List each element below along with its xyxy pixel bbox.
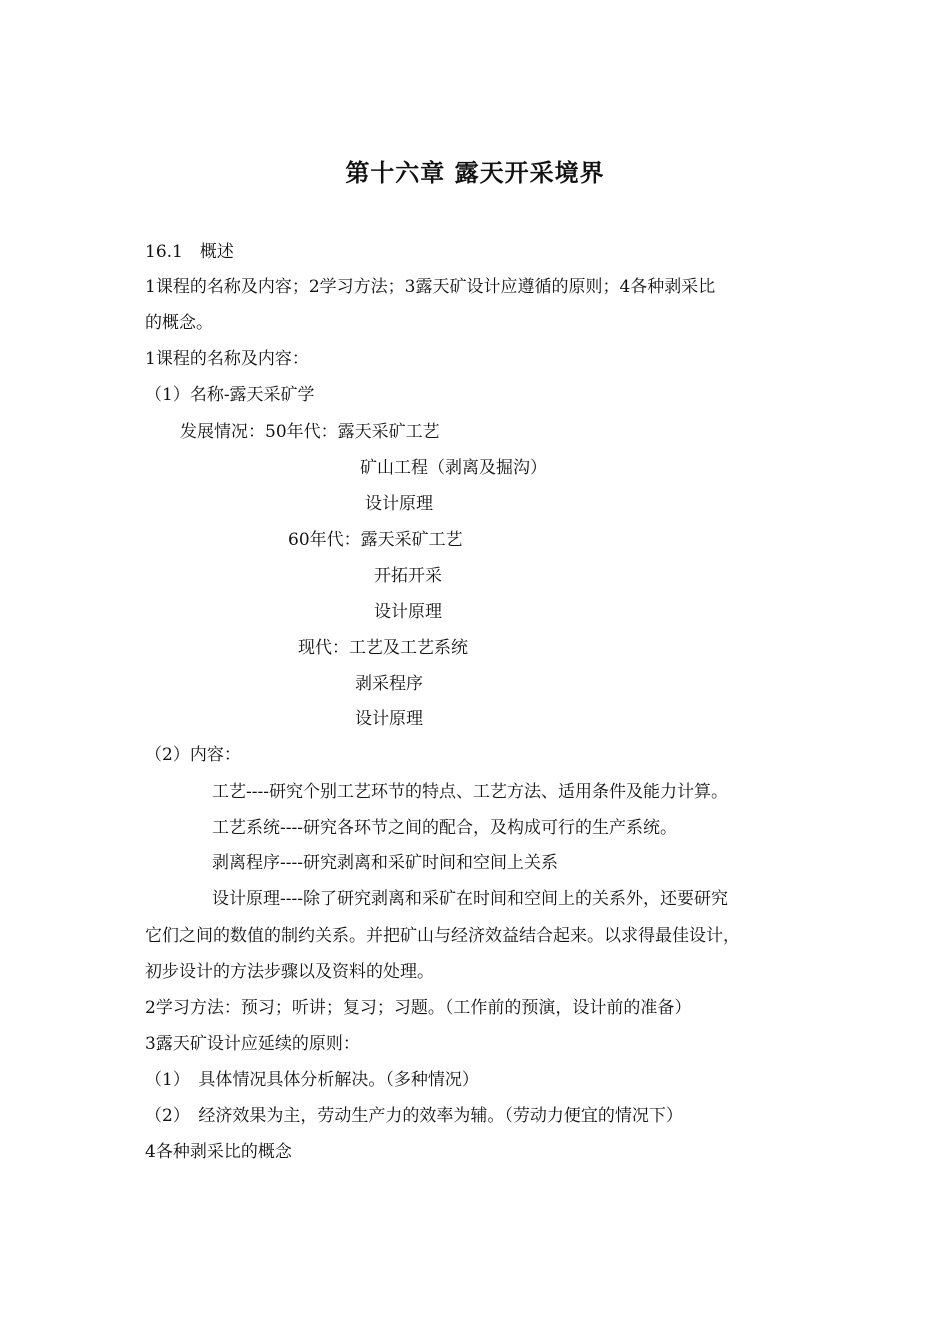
development-line: 发展情况：50年代：露天采矿工艺 — [180, 422, 440, 442]
development-line: 设计原理 — [374, 602, 442, 622]
content-line: 设计原理----除了研究剥离和采矿在时间和空间上的关系外，还要研究 — [212, 889, 728, 909]
list-item: （1） 具体情况具体分析解决。（多种情况） — [145, 1070, 479, 1090]
content-line-continued: 它们之间的数值的制约关系。并把矿山与经济效益结合起来。以求得最佳设计， — [145, 926, 740, 946]
subsection-heading: 3露天矿设计应延续的原则： — [145, 1034, 360, 1054]
development-line: 设计原理 — [365, 494, 433, 514]
section-heading: 16.1 概述 — [145, 242, 234, 262]
subsection-heading: 4各种剥采比的概念 — [145, 1142, 292, 1162]
development-line: 剥采程序 — [355, 674, 423, 694]
chapter-title: 第十六章 露天开采境界 — [345, 159, 605, 187]
development-line: 60年代：露天采矿工艺 — [288, 530, 463, 550]
development-line: 开拓开采 — [374, 566, 442, 586]
development-line: 现代：工艺及工艺系统 — [298, 638, 468, 658]
subsection-heading: 1课程的名称及内容： — [145, 349, 309, 369]
subsection-heading: 2学习方法：预习；听讲；复习；习题。（工作前的预演，设计前的准备） — [145, 998, 692, 1018]
content-line: 工艺----研究个别工艺环节的特点、工艺方法、适用条件及能力计算。 — [212, 782, 728, 802]
list-item: （2） 经济效果为主，劳动生产力的效率为辅。（劳动力便宜的情况下） — [145, 1106, 683, 1126]
overview-line: 1课程的名称及内容；2学习方法；3露天矿设计应遵循的原则；4各种剥采比 — [145, 277, 716, 297]
overview-line-continued: 的概念。 — [145, 313, 213, 333]
development-line: 设计原理 — [355, 709, 423, 729]
content-line: 剥离程序----研究剥离和采矿时间和空间上关系 — [212, 853, 558, 873]
content-line: 工艺系统----研究各环节之间的配合，及构成可行的生产系统。 — [212, 818, 677, 838]
list-item: （1）名称-露天采矿学 — [145, 385, 315, 405]
list-item: （2）内容： — [145, 745, 241, 765]
content-line-continued: 初步设计的方法步骤以及资料的处理。 — [145, 962, 434, 982]
development-line: 矿山工程（剥离及掘沟） — [360, 458, 547, 478]
